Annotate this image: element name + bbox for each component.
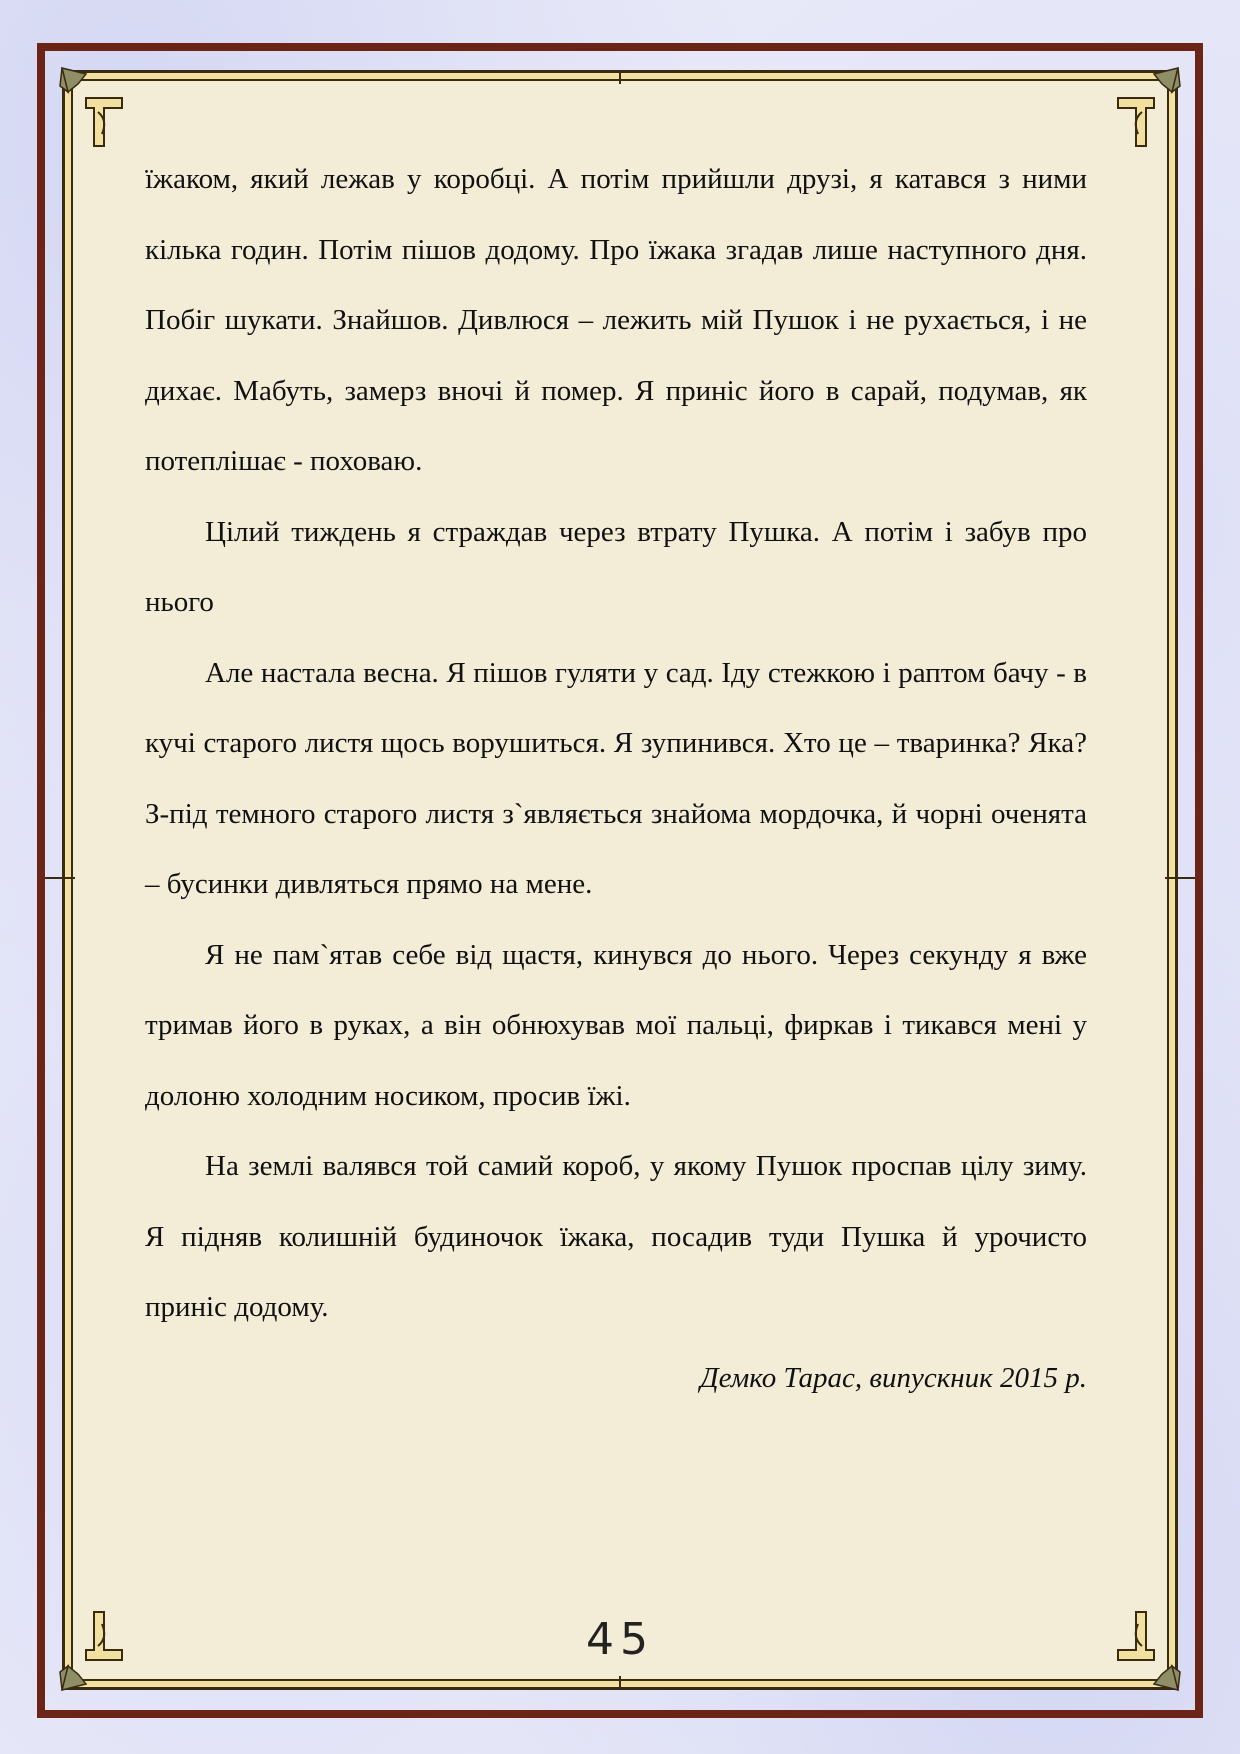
page-number: 45 (586, 1614, 654, 1665)
corner-ornament-icon (1092, 64, 1182, 154)
author-signature: Демко Тарас, випускник 2015 р. (700, 1361, 1087, 1394)
paragraph: На землі валявся той самий короб, у якому Пушок проспав цілу зиму. Я підняв колишній будиночок їжака, посадив туди Пушка й урочисто приніс додому. (145, 1150, 1087, 1323)
paragraph: їжаком, який лежав у коробці. А потім прийшли друзі, я катався з ними кілька годин. Потім пішов додому. Про їжака згадав лише наступного дня. Побіг шукати. Знайшов. Дивлюся – лежить мій Пушок і не рухається, і не дихає. Мабуть, замерз вночі й помер. Я приніс його в сарай, подумав, як потеплішає - поховаю. (145, 163, 1087, 477)
corner-ornament-icon (58, 64, 148, 154)
paragraph: Я не пам`ятав себе від щастя, кинувся до нього. Через секунду я вже тримав його в руках, а він обнюхував мої пальці, фиркав і тикався мені у долоню холодним носиком, просив їжі. (145, 938, 1087, 1112)
paragraph: Але настала весна. Я пішов гуляти у сад. Іду стежкою і раптом бачу - в кучі старого листя щось ворушиться. Я зупинився. Хто це – тваринка? Яка? З-під темного старого листя з`являється знайома мордочка, й чорні оченята – бусинки дивляться прямо на мене. (145, 656, 1087, 900)
frame-tick-right (1165, 877, 1195, 879)
story-text (145, 144, 1087, 1413)
paragraph: Цілий тиждень я страждав через втрату Пушка. А потім і забув про нього (145, 515, 1087, 618)
frame-tick-left (45, 877, 75, 879)
frame-tick-top (619, 70, 621, 84)
frame-tick-bottom (619, 1676, 621, 1690)
